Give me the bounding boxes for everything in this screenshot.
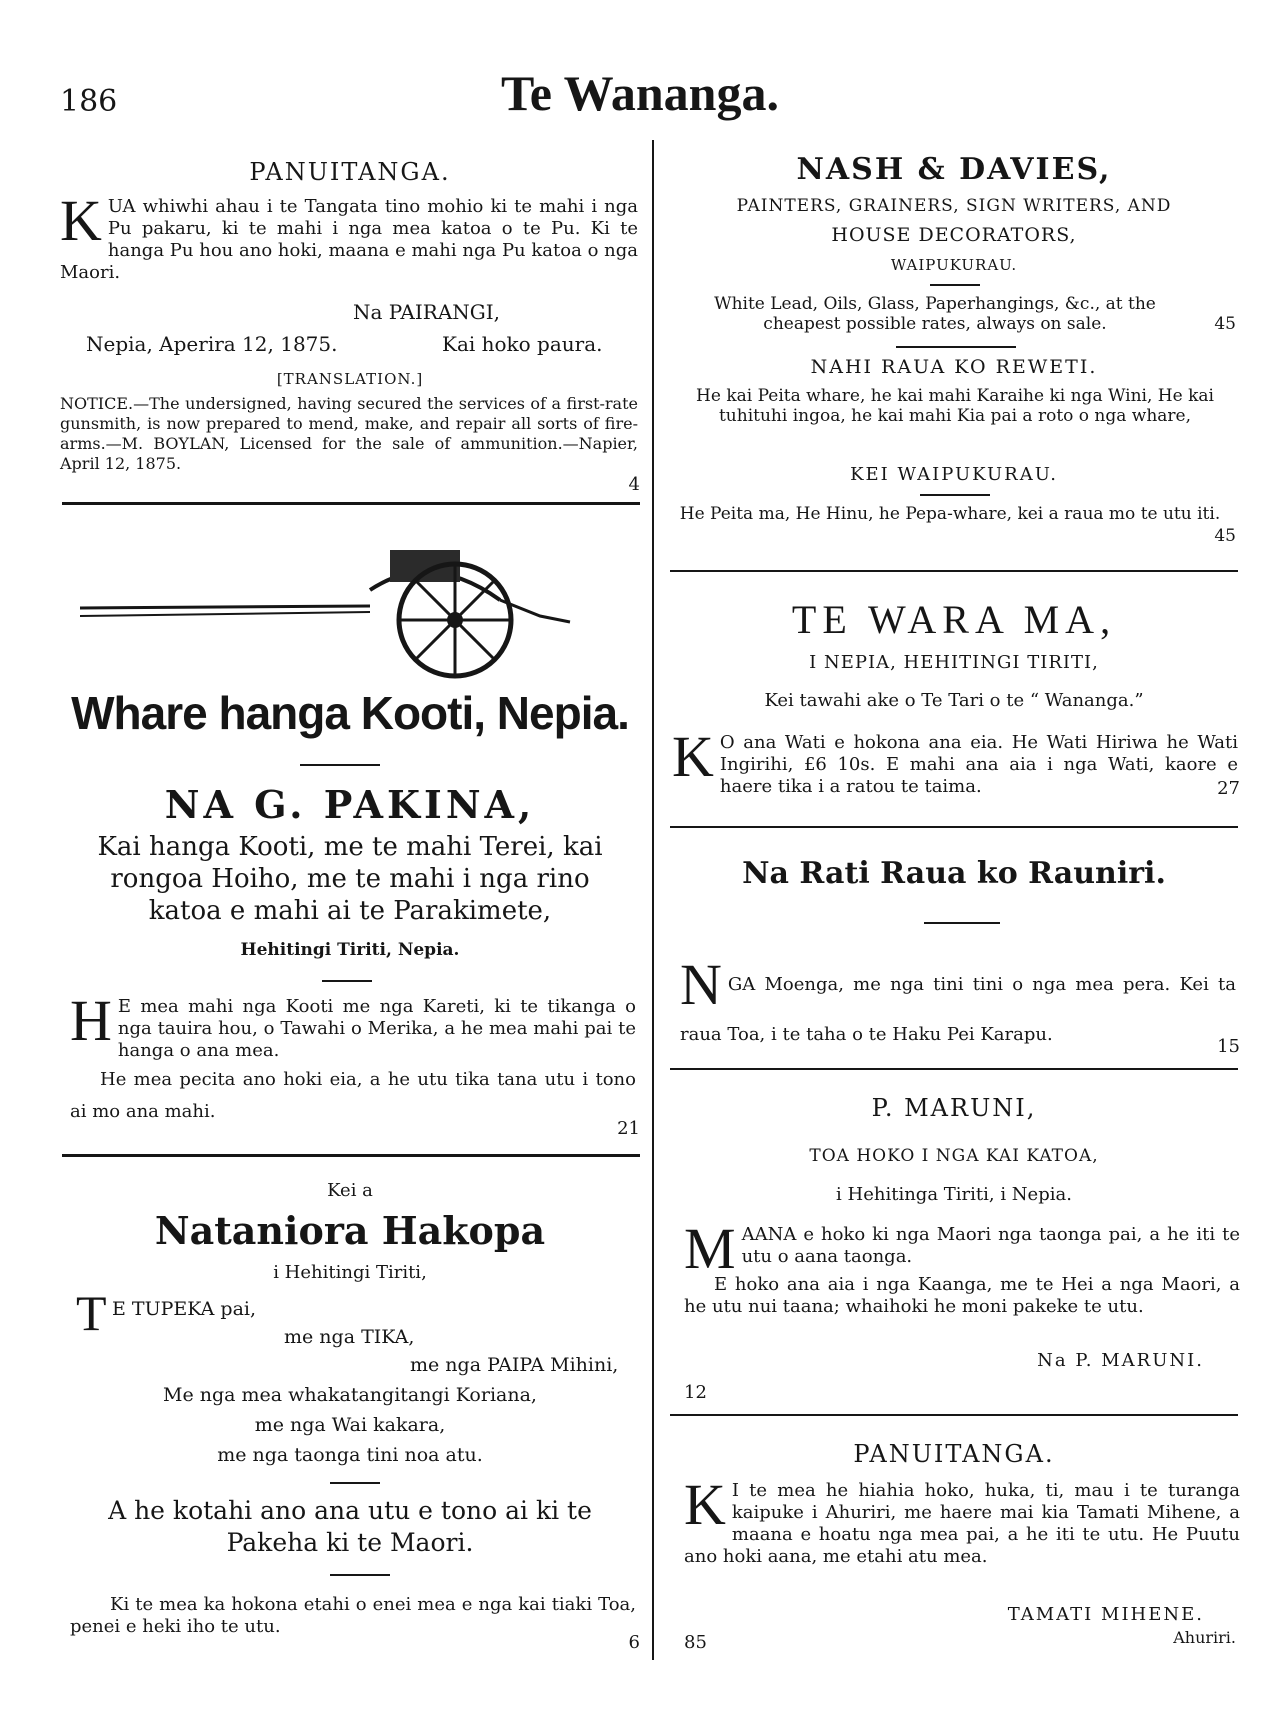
right-ad2-heading: NAHI RAUA KO REWETI. — [810, 356, 1098, 378]
right-ad6-place: Ahuriri. — [1173, 1628, 1236, 1647]
left-ad3-address: i Hehitingi Tiriti, — [273, 1262, 427, 1283]
left-ad1-body: UA whiwhi ahau i te Tangata tino mohio ki te mahi i nga Pu pakaru, ki te mahi i nga mea katoa o te Pu. Ki te hanga Pu hou ano hoki, maana e mahi nga Pu katoa o nga Maori. — [60, 196, 638, 283]
left-ad3-big1: A he kotahi ano ana utu e tono ai ki te — [108, 1496, 592, 1525]
right-ad1-body: White Lead, Oils, Glass, Paperhangings, &c., at the cheapest possible rates, always on sale. — [714, 294, 1156, 334]
divider — [300, 764, 380, 766]
left-ad3-line2: me nga TIKA, — [284, 1326, 415, 1348]
left-ad1-signature: Na PAIRANGI, — [353, 300, 500, 324]
left-ad1-translation-label: [TRANSLATION.] — [276, 370, 424, 388]
left-ad2-name: NA G. PAKINA, — [164, 782, 536, 827]
right-ad4-ref: 15 — [1217, 1036, 1240, 1057]
right-ad5-body: AANA e hoko ki nga Maori nga taonga pai, a he iti te utu o aana taonga. — [741, 1224, 1240, 1267]
right-ad5-body2: E hoko ana aia i nga Kaanga, me te Hei a nga Maori, a he utu nui taana; whaihoki he moni pakeke te utu. — [684, 1274, 1240, 1317]
left-ad1-body-block — [60, 188, 638, 284]
dropcap: M — [684, 1216, 736, 1281]
left-ad2-body: E mea mahi nga Kooti me nga Kareti, ki te tikanga o nga tauira hou, o Tawahi o Merika, a he mea mahi pai te hanga o ana mea. — [117, 996, 636, 1061]
divider — [920, 494, 990, 496]
divider — [670, 570, 1238, 572]
right-ad5-body-block — [684, 1216, 1240, 1281]
left-ad3-line6: me nga taonga tini noa atu. — [217, 1444, 483, 1466]
right-ad3-ref: 27 — [1217, 778, 1240, 799]
dropcap: K — [672, 724, 714, 789]
left-ad1-ref: 4 — [628, 474, 640, 495]
right-ad3-address: I NEPIA, HEHITINGI TIRITI, — [809, 652, 1099, 673]
right-ad3-body: O ana Wati e hokona ana eia. He Wati Hiriwa he Wati Ingirihi, £6 10s. E mahi ana aia i nga Wati, kaore e haere tika i a ratou te taima. — [719, 732, 1238, 797]
left-ad3-line1: E TUPEKA pai, — [112, 1298, 257, 1320]
right-ad6-signature: TAMATI MIHENE. — [1007, 1604, 1204, 1625]
divider — [670, 826, 1238, 828]
left-ad2-address: Hehitingi Tiriti, Nepia. — [240, 940, 460, 960]
dropcap: K — [684, 1472, 726, 1537]
right-ad6-heading: PANUITANGA. — [853, 1440, 1055, 1468]
right-ad2-body: He kai Peita whare, he kai mahi Karaihe ki nga Wini, He kai tuhituhi ingoa, he kai mahi Kia pai a roto o nga whare, — [696, 386, 1214, 426]
divider — [330, 1482, 380, 1484]
right-ad2-place: KEI WAIPUKURAU. — [850, 464, 1058, 485]
column-divider — [652, 140, 654, 1660]
right-ad1-line1: PAINTERS, GRAINERS, SIGN WRITERS, AND — [736, 196, 1172, 216]
right-ad6-body-block — [684, 1472, 1240, 1568]
dropcap: H — [70, 988, 112, 1053]
right-ad4-body: GA Moenga, me nga tini tini o nga mea pera. Kei ta raua Toa, i te taha o te Haku Pei Karapu. — [680, 974, 1236, 1045]
left-ad2-heading: Whare hanga Kooti, Nepia. — [71, 687, 629, 739]
page-number: 186 — [60, 84, 118, 119]
right-ad2-body2: He Peita ma, He Hinu, he Pepa-whare, kei a raua mo te utu iti. — [679, 504, 1221, 524]
right-ad5-signature: Na P. MARUNI. — [1037, 1350, 1204, 1371]
dropcap: T — [76, 1285, 107, 1341]
right-ad1-ref: 45 — [1214, 314, 1236, 334]
left-ad1-date: Nepia, Aperira 12, 1875. — [86, 332, 338, 356]
dropcap: N — [680, 952, 722, 1017]
left-ad3-line3: me nga PAIPA Mihini, — [410, 1354, 619, 1376]
divider — [330, 1574, 390, 1576]
left-ad3-ref: 6 — [628, 1632, 640, 1653]
divider — [896, 346, 1016, 348]
left-ad1-translation: NOTICE.—The undersigned, having secured the services of a first-rate gunsmith, is now prepared to mend, make, and repair all sorts of fire-arms.—M. BOYLAN, Licensed for the sale of ammunition.—Napier, April 12, 1875. — [60, 394, 638, 473]
left-ad2-ref: 21 — [617, 1118, 640, 1139]
left-ad1-note: Kai hoko paura. — [442, 332, 603, 356]
left-ad2-line1: Kai hanga Kooti, me te mahi Terei, kai — [97, 832, 603, 862]
right-ad2-ref: 45 — [1214, 526, 1236, 546]
left-ad3-line5: me nga Wai kakara, — [254, 1414, 446, 1436]
left-ad3-footer: Ki te mea ka hokona etahi o enei mea e nga kai tiaki Toa, penei e heki iho te utu. — [70, 1594, 636, 1637]
divider — [62, 1154, 640, 1157]
divider — [62, 502, 640, 505]
right-ad3-heading: TE WARA MA, — [791, 597, 1117, 642]
right-ad5-address: i Hehitinga Tiriti, i Nepia. — [836, 1184, 1072, 1205]
left-ad1-heading: PANUITANGA. — [249, 158, 451, 186]
right-ad5-ref: 12 — [684, 1382, 707, 1403]
right-ad1-place: WAIPUKURAU. — [890, 256, 1018, 274]
divider — [670, 1068, 1238, 1070]
right-ad5-heading: P. MARUNI, — [871, 1094, 1037, 1122]
divider — [930, 284, 980, 286]
right-ad5-line1: TOA HOKO I NGA KAI KATOA, — [809, 1146, 1099, 1166]
left-ad2-line3: katoa e mahi ai te Parakimete, — [148, 896, 552, 926]
left-ad3-heading: Nataniora Hakopa — [154, 1208, 546, 1253]
left-ad3-intro: Kei a — [327, 1180, 373, 1201]
left-ad2-body-block — [70, 988, 636, 1062]
dropcap: K — [60, 188, 102, 253]
divider — [924, 922, 1000, 924]
horse-cart-illustration — [70, 520, 590, 680]
right-ad1-heading: NASH & DAVIES, — [796, 152, 1112, 187]
page-title: Te Wananga. — [501, 65, 779, 121]
divider — [322, 980, 372, 982]
divider — [670, 1414, 1238, 1416]
right-ad3-sub: Kei tawahi ake o Te Tari o te “ Wananga.” — [764, 690, 1144, 711]
left-ad3-line4: Me nga mea whakatangitangi Koriana, — [163, 1384, 537, 1406]
left-ad2-body2: He mea pecita ano hoki eia, a he utu tika tana utu i tono ai mo ana mahi. — [70, 1069, 636, 1122]
left-ad2-line2: rongoa Hoiho, me te mahi i nga rino — [110, 864, 590, 894]
right-ad1-line2: HOUSE DECORATORS, — [831, 224, 1077, 246]
left-ad3-big2: Pakeha ki te Maori. — [226, 1528, 474, 1557]
right-ad6-body: I te mea he hiahia hoko, huka, ti, mau i te turanga kaipuke i Ahuriri, me haere mai kia Tamati Mihene, a maana e hoatu nga mea pai, a he iti te utu. He Puutu ano hoki aana, me etahi atu mea. — [684, 1480, 1240, 1567]
right-ad4-heading: Na Rati Raua ko Rauniri. — [742, 856, 1166, 891]
right-ad6-ref: 85 — [684, 1632, 707, 1653]
